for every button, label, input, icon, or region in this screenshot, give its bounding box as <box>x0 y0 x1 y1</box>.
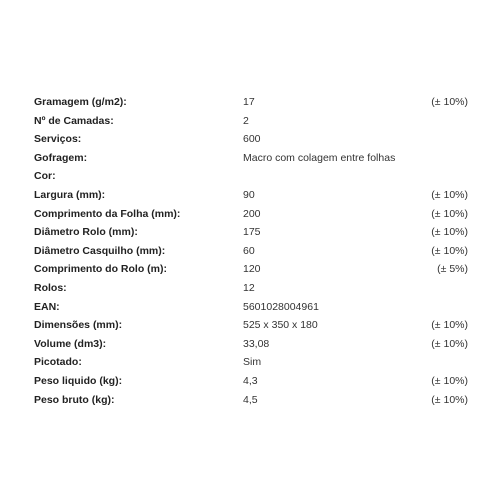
spec-row-servicos <box>0 130 500 149</box>
spec-label: Dimensões (mm): <box>34 319 123 332</box>
spec-tolerance: (± 10%) <box>431 96 468 108</box>
spec-row-largura <box>0 186 500 205</box>
spec-row-dimensoes <box>0 316 500 335</box>
spec-label: Diâmetro Casquilho (mm): <box>34 244 166 257</box>
spec-label: Cor: <box>34 170 56 183</box>
spec-row-gofragem <box>0 149 500 168</box>
spec-row-picotado <box>0 353 500 372</box>
spec-value: 175 <box>243 226 261 239</box>
spec-value: 120 <box>243 263 261 276</box>
spec-row-rolos <box>0 279 500 298</box>
spec-tolerance: (± 10%) <box>431 319 468 332</box>
spec-value: 600 <box>243 133 261 146</box>
spec-row-volume <box>0 335 500 354</box>
spec-value: 90 <box>243 188 255 201</box>
spec-value: 525 x 350 x 180 <box>243 319 318 332</box>
spec-tolerance: (± 10%) <box>431 226 468 239</box>
spec-value: 5601028004961 <box>243 300 319 313</box>
spec-label: Largura (mm): <box>34 188 106 201</box>
spec-value: Sim <box>243 356 262 369</box>
spec-value: 4,5 <box>243 393 258 406</box>
spec-row-gramagem <box>0 93 500 112</box>
spec-value: 4,3 <box>243 374 258 387</box>
spec-label: Serviços: <box>34 133 82 146</box>
product-spec-table <box>0 93 500 409</box>
spec-row-diametro-casquilho <box>0 242 500 261</box>
spec-label: Picotado: <box>34 356 82 369</box>
spec-row-peso-bruto <box>0 391 500 410</box>
spec-label: Comprimento do Rolo (m): <box>34 263 167 276</box>
spec-row-comprimento-rolo <box>0 260 500 279</box>
spec-label: Gofragem: <box>34 151 88 164</box>
spec-tolerance: (± 10%) <box>431 188 468 201</box>
spec-tolerance: (± 10%) <box>431 207 468 220</box>
spec-value: 17 <box>243 96 255 108</box>
spec-label: Peso liquido (kg): <box>34 374 123 387</box>
spec-tolerance: (± 10%) <box>431 393 468 406</box>
spec-value: 12 <box>243 281 255 294</box>
spec-tolerance: (± 10%) <box>431 374 468 387</box>
spec-label: Comprimento da Folha (mm): <box>34 207 181 220</box>
spec-row-comprimento-folha <box>0 205 500 224</box>
spec-row-peso-liquido <box>0 372 500 391</box>
spec-label: Nº de Camadas: <box>34 114 114 127</box>
spec-label: Diâmetro Rolo (mm): <box>34 226 138 239</box>
spec-label: Peso bruto (kg): <box>34 393 115 406</box>
spec-value: 60 <box>243 244 255 257</box>
spec-value: 2 <box>243 114 249 127</box>
spec-row-camadas <box>0 112 500 131</box>
spec-row-cor <box>0 167 500 186</box>
spec-label: Volume (dm3): <box>34 337 107 350</box>
spec-tolerance: (± 10%) <box>431 337 468 350</box>
spec-tolerance: (± 5%) <box>437 263 468 276</box>
spec-label: Rolos: <box>34 281 67 294</box>
spec-label: Gramagem (g/m2): <box>34 96 127 108</box>
spec-value: 33,08 <box>243 337 270 350</box>
spec-row-diametro-rolo <box>0 223 500 242</box>
spec-label: EAN: <box>34 300 60 313</box>
spec-row-ean <box>0 298 500 317</box>
spec-tolerance: (± 10%) <box>431 244 468 257</box>
spec-value: 200 <box>243 207 261 220</box>
spec-value: Macro com colagem entre folhas <box>243 151 396 164</box>
